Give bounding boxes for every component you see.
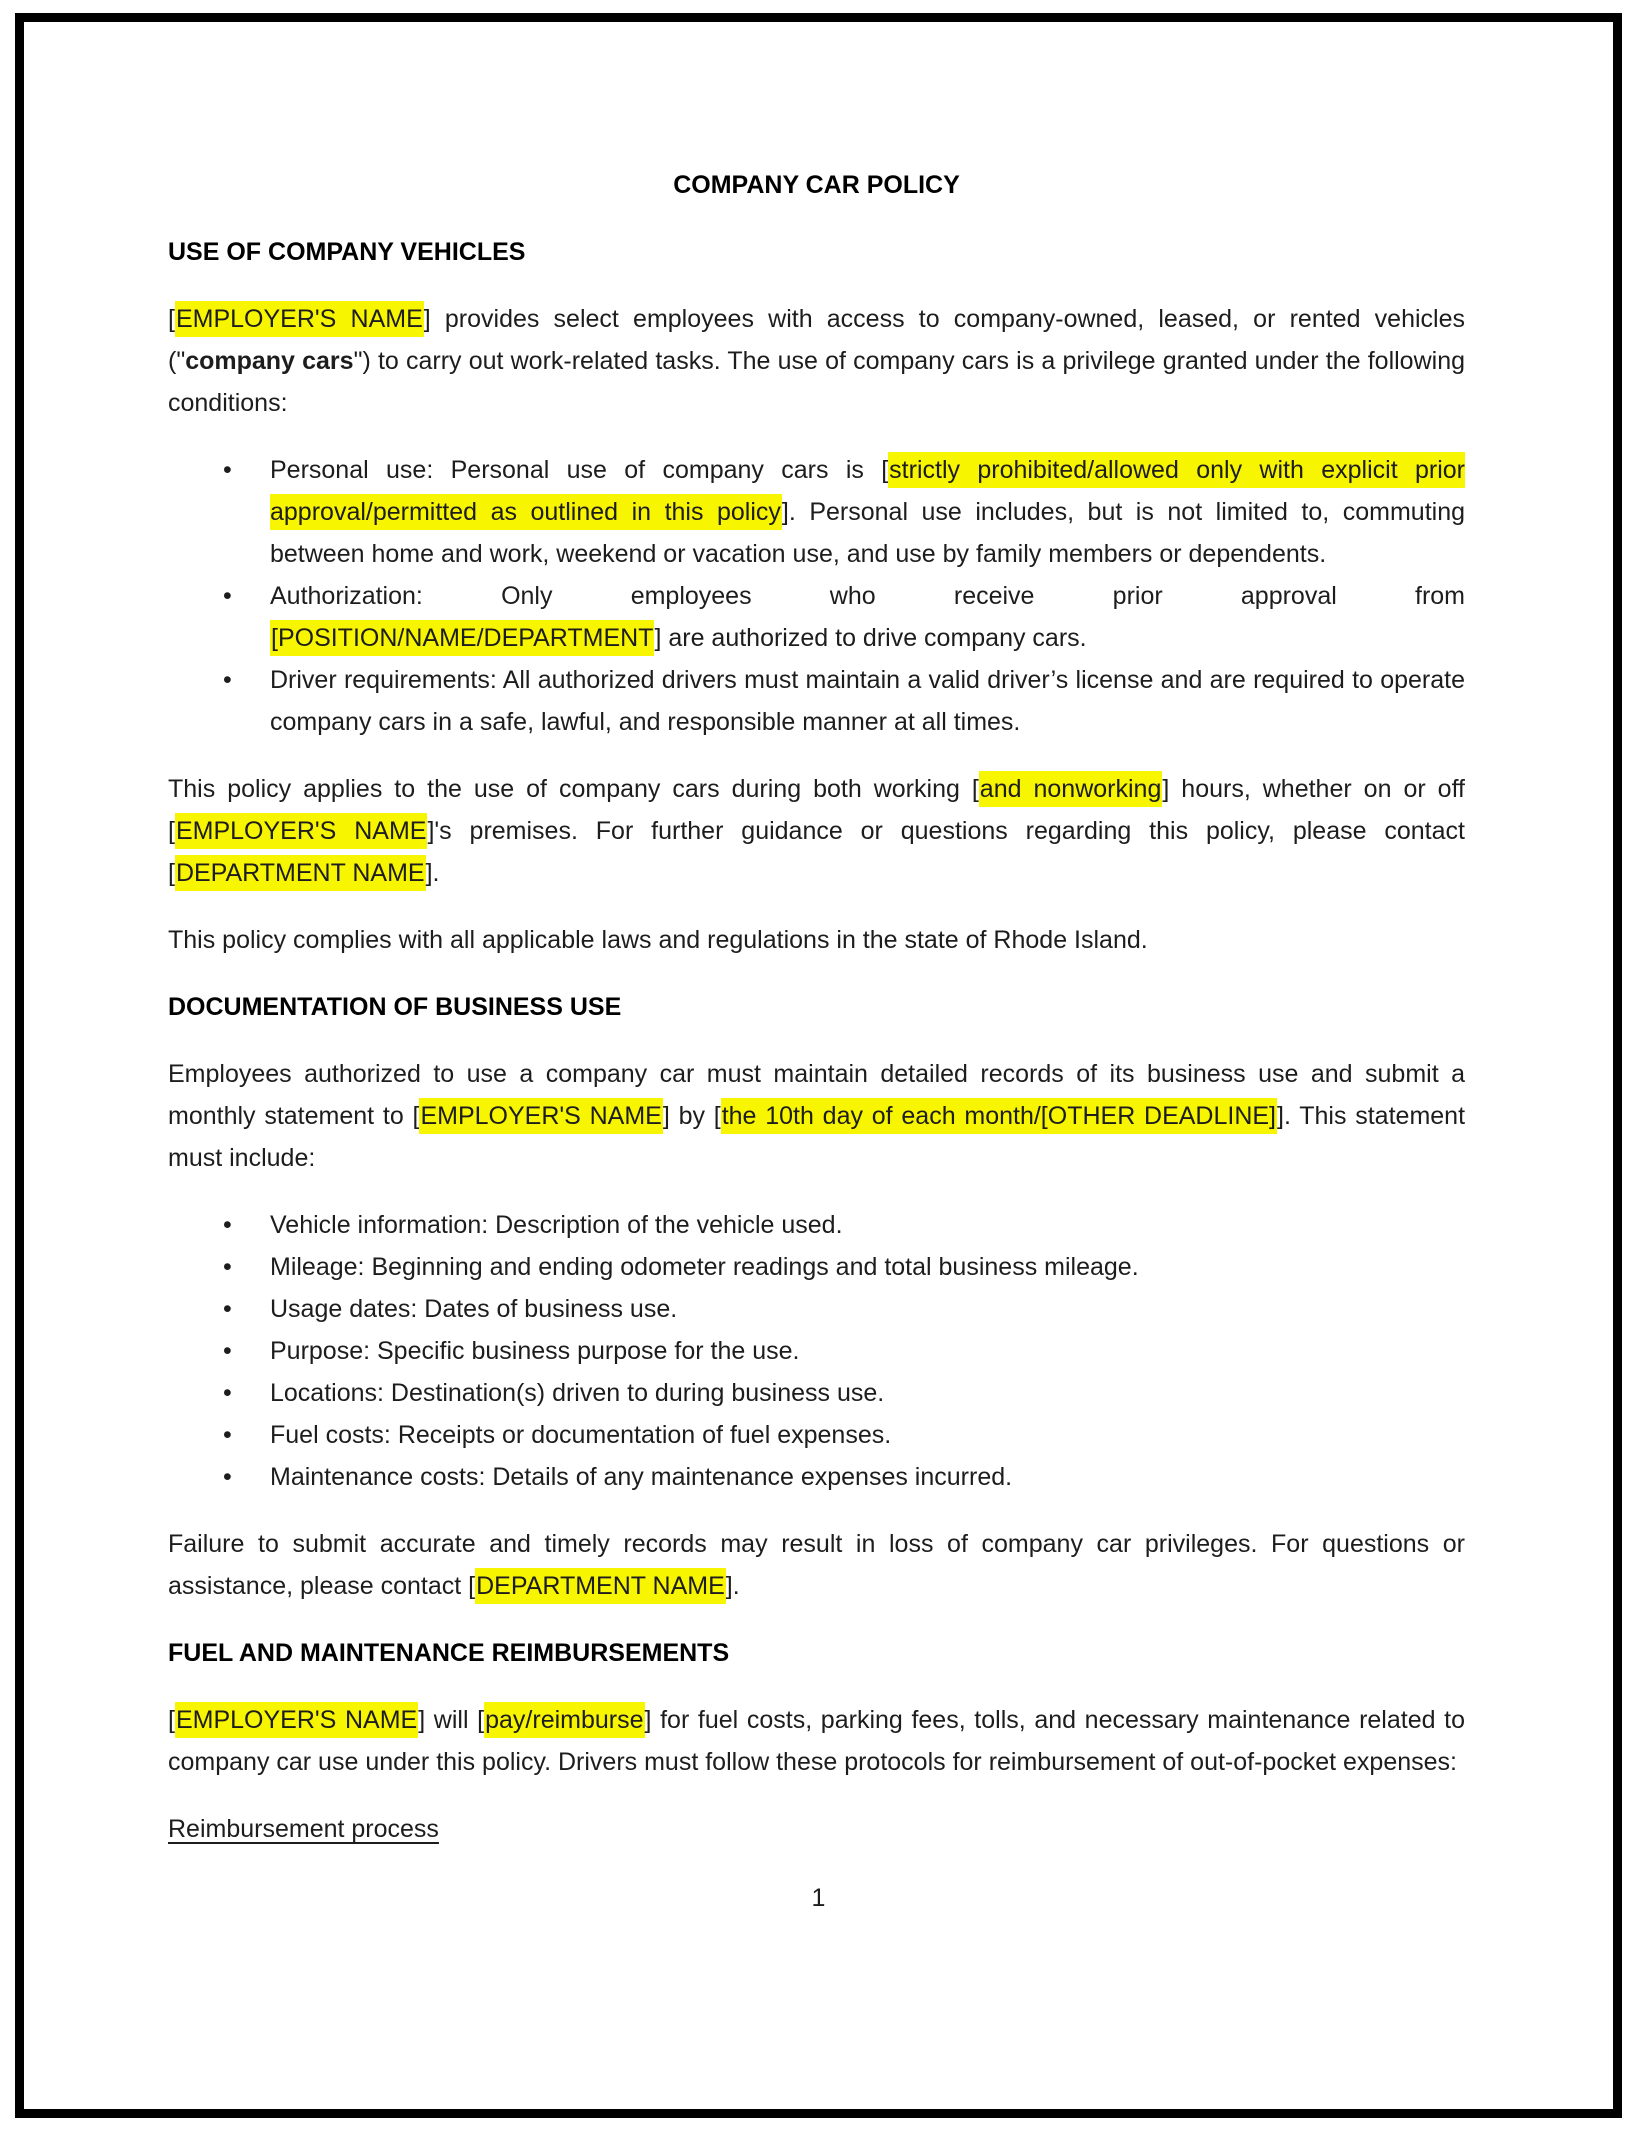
text-run: ]. This statement must include: — [168, 1102, 1466, 1172]
text-run: ]'s premises. For further guidance or questions regarding this policy, please contact [ — [168, 817, 1465, 887]
text-run: Locations: Destination(s) driven to during business use. — [270, 1379, 885, 1407]
paragraph-reimbursements — [168, 1699, 1465, 1783]
text-run: ] by [ — [662, 1102, 721, 1130]
bullet-icon: • — [223, 1421, 232, 1449]
text-run: ] for fuel costs, parking fees, tolls, and necessary maintenance related to company car use under this policy. Drivers must follow these protocols for reimbursement of out-of-pocket expenses: — [168, 1706, 1465, 1776]
text-run: ") to carry out work-related tasks. The use of company cars is a privilege granted under the following conditions: — [168, 347, 1466, 417]
text-run: Failure to submit accurate and timely records may result in loss of company car privileges. For questions or assistance, please contact [ — [168, 1530, 1465, 1600]
text-run: USE OF COMPANY VEHICLES — [168, 238, 526, 266]
paragraph-failure-to-submit — [168, 1523, 1465, 1607]
section-heading-documentation — [168, 986, 1465, 1028]
bullet-icon: • — [223, 1211, 232, 1239]
list-item — [168, 1288, 1465, 1330]
list-item — [168, 1246, 1465, 1288]
highlight-run: EMPLOYER'S NAME — [419, 1098, 662, 1134]
text-run: Personal use: Personal use of company cars is [ — [270, 456, 889, 484]
text-run: ] will [ — [418, 1706, 485, 1734]
bullet-icon: • — [223, 1253, 232, 1281]
section-heading-use-of-company-vehicles — [168, 231, 1465, 273]
highlight-run: the 10th day of each month/[OTHER DEADLINE] — [721, 1098, 1277, 1134]
text-run: DOCUMENTATION OF BUSINESS USE — [168, 993, 622, 1021]
highlight-run: pay/reimburse — [484, 1702, 644, 1738]
highlight-run: EMPLOYER'S NAME — [175, 1702, 418, 1738]
text-run: ] provides select employees with access to company-owned, leased, or rented vehicles (" — [168, 305, 1465, 375]
list-item — [168, 1330, 1465, 1372]
bullet-icon: • — [223, 1337, 232, 1365]
list-item — [168, 1414, 1465, 1456]
conditions-list — [168, 449, 1465, 743]
bullet-icon: • — [223, 456, 232, 484]
page-border-frame — [15, 13, 1622, 2118]
text-run: ]. — [425, 859, 440, 887]
text-run: This policy complies with all applicable laws and regulations in the state of Rhode Island. — [168, 926, 1148, 954]
list-item — [168, 575, 1465, 659]
bullet-icon: • — [223, 1295, 232, 1323]
statement-items-list — [168, 1204, 1465, 1498]
run-group — [270, 620, 1087, 656]
text-run: ] are authorized to drive company cars. — [654, 624, 1087, 652]
text-run: Vehicle information: Description of the vehicle used. — [270, 1211, 843, 1239]
highlight-run: [POSITION/NAME/DEPARTMENT — [270, 620, 654, 656]
text-run: This policy applies to the use of company cars during both working [ — [168, 775, 979, 803]
bullet-icon: • — [223, 666, 232, 694]
highlight-run: EMPLOYER'S NAME — [175, 813, 427, 849]
highlight-run: strictly prohibited/allowed only with explicit prior approval/permitted as outlined in this policy — [270, 452, 1465, 530]
subheading-reimbursement-process — [168, 1808, 1465, 1850]
text-run: Purpose: Specific business purpose for the use. — [270, 1337, 800, 1365]
text-run: [ — [168, 305, 175, 333]
text-run: COMPANY CAR POLICY — [673, 171, 960, 199]
text-run: Driver requirements: All authorized drivers must maintain a valid driver’s license and are required to operate company cars in a safe, lawful, and responsible manner at all times. — [270, 666, 1465, 736]
paragraph-intro — [168, 298, 1465, 424]
document-content — [24, 22, 1613, 1850]
paragraph-documentation — [168, 1053, 1465, 1179]
text-run: ]. — [725, 1572, 740, 1600]
highlight-run: DEPARTMENT NAME — [175, 855, 426, 891]
text-run: [ — [168, 1706, 175, 1734]
bullet-icon: • — [223, 582, 232, 610]
text-run: FUEL AND MAINTENANCE REIMBURSEMENTS — [168, 1639, 730, 1667]
text-run: Fuel costs: Receipts or documentation of fuel expenses. — [270, 1421, 892, 1449]
section-heading-fuel-maintenance — [168, 1632, 1465, 1674]
text-run: Usage dates: Dates of business use. — [270, 1295, 678, 1323]
text-run: Employees authorized to use a company car must maintain detailed records of its business use and submit a monthly statement to [ — [168, 1060, 1465, 1130]
list-item — [168, 1372, 1465, 1414]
list-item — [168, 659, 1465, 743]
text-run: ]. Personal use includes, but is not limited to, commuting between home and work, weekend or vacation use, and use by family members or dependents. — [270, 498, 1465, 568]
text-run: Maintenance costs: Details of any maintenance expenses incurred. — [270, 1463, 1013, 1491]
highlight-run: and nonworking — [979, 771, 1163, 807]
list-item — [168, 449, 1465, 575]
document-title — [168, 164, 1465, 206]
list-item — [168, 1204, 1465, 1246]
highlight-run: EMPLOYER'S NAME — [175, 301, 424, 337]
text-run: Mileage: Beginning and ending odometer readings and total business mileage. — [270, 1253, 1139, 1281]
text-run: Authorization: Only employees who receive prior approval from — [270, 582, 1465, 610]
paragraph-compliance — [168, 919, 1465, 961]
bullet-icon: • — [223, 1463, 232, 1491]
underline-run: Reimbursement process — [168, 1815, 439, 1843]
bullet-icon: • — [223, 1379, 232, 1407]
highlight-run: DEPARTMENT NAME — [475, 1568, 726, 1604]
text-run: ] hours, whether on or off [ — [168, 775, 1466, 845]
bold-run: company cars — [185, 347, 354, 375]
list-item — [168, 1456, 1465, 1498]
paragraph-policy-applies — [168, 768, 1465, 894]
page-number: 1 — [811, 1884, 826, 1912]
